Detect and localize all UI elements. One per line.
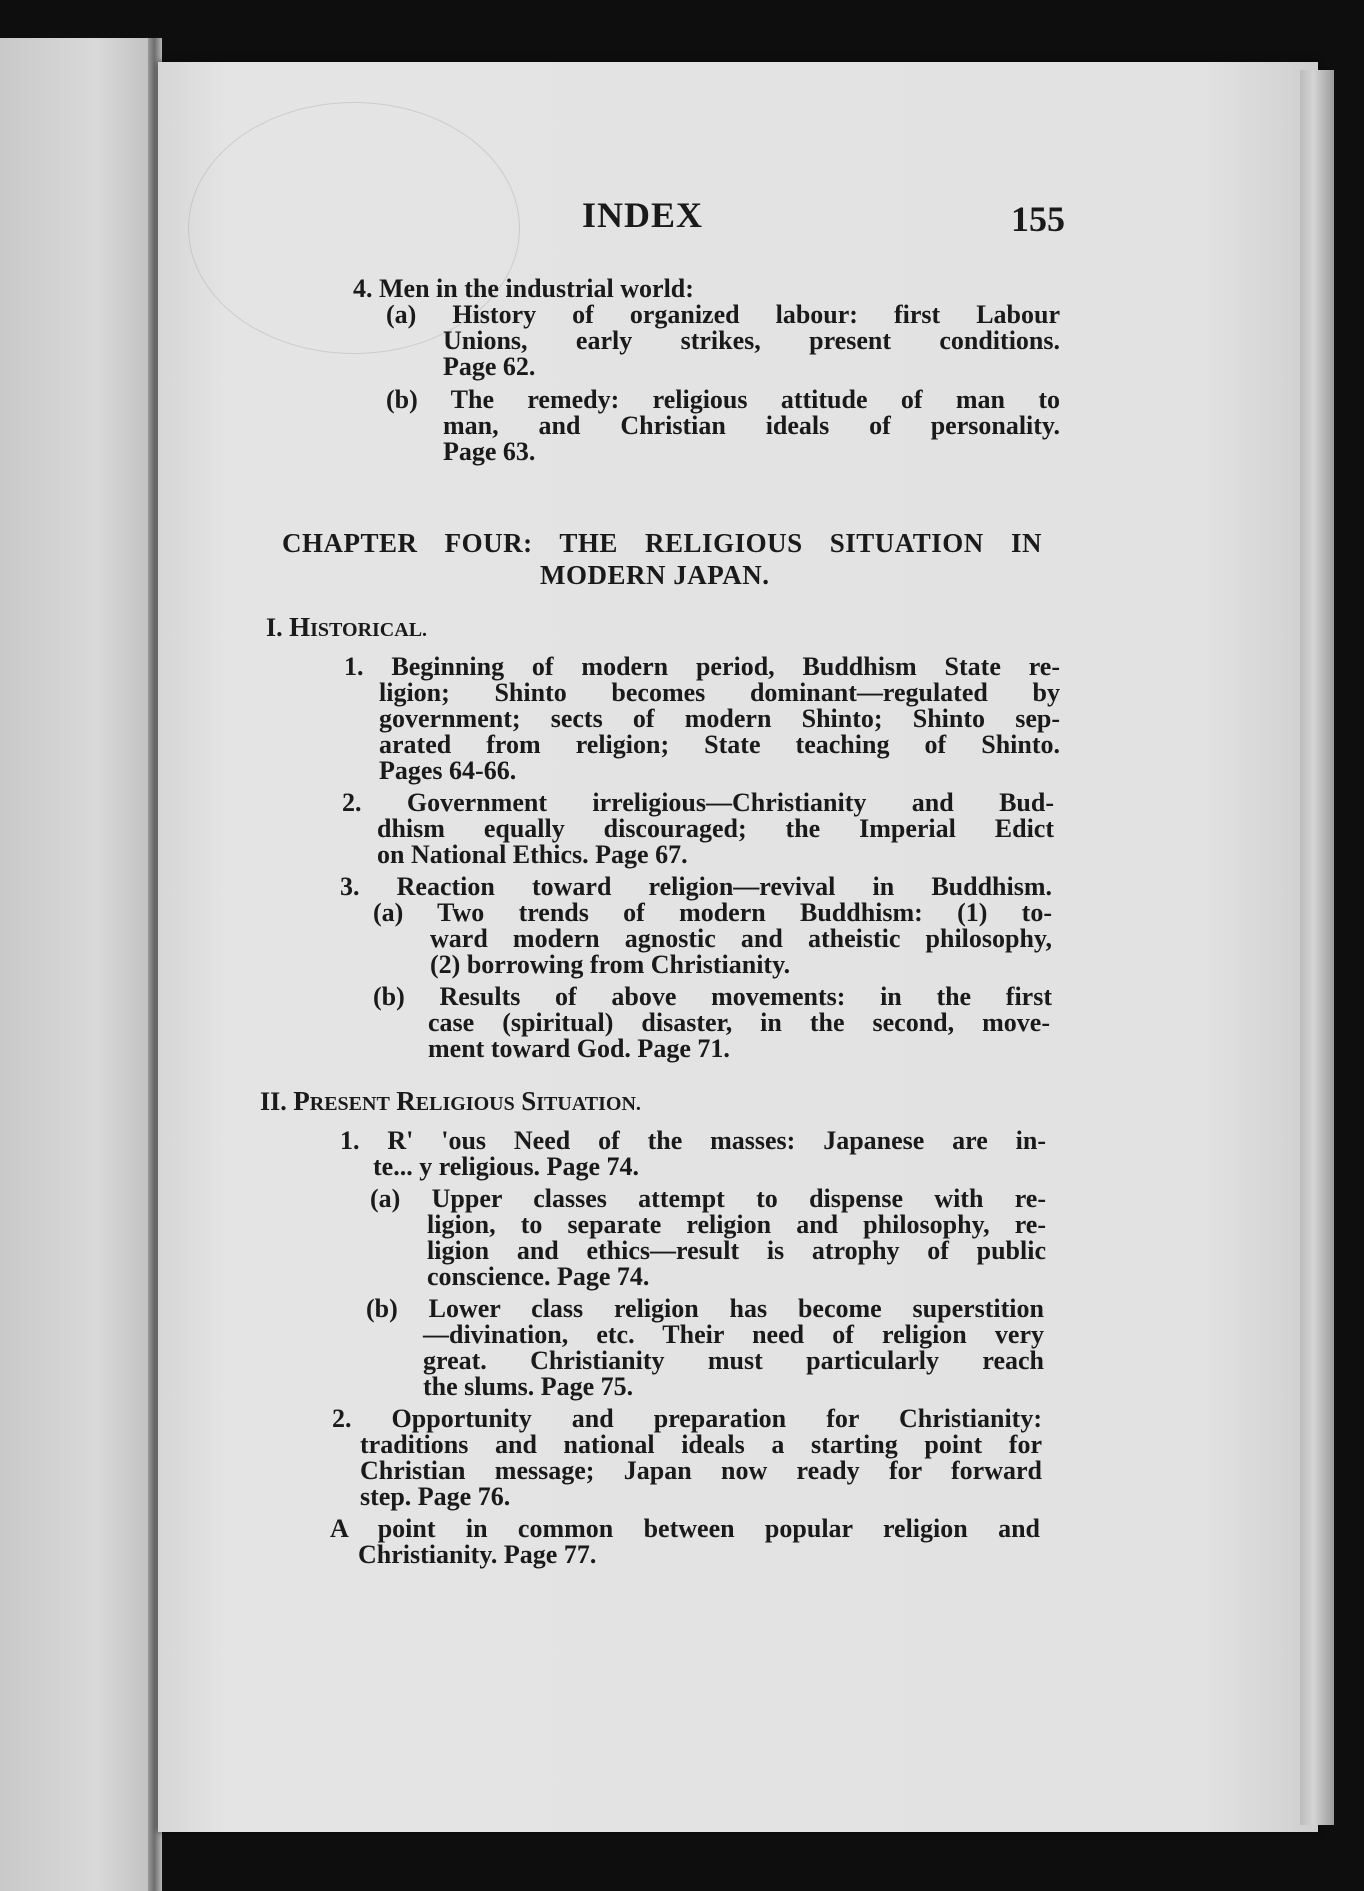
index-entry: 2. Opportunity and preparation for Christianity: [332,1404,1042,1433]
index-entry: (2) borrowing from Christianity. [430,950,791,979]
index-entry: (a) History of organized labour: first Labour [386,300,1060,329]
index-entry: ment toward God. Page 71. [428,1034,730,1063]
index-entry: 1. R' 'ous Need of the masses: Japanese are in- [340,1126,1046,1155]
index-entry: government; sects of modern Shinto; Shinto sep- [379,704,1060,733]
index-entry: ligion and ethics—result is atrophy of public [427,1236,1046,1265]
index-entry: (b) Lower class religion has become superstition [366,1294,1044,1323]
index-entry: (a) Two trends of modern Buddhism: (1) to- [373,898,1052,927]
index-entry: case (spiritual) disaster, in the second, move- [428,1008,1050,1037]
index-entry: ligion; Shinto becomes dominant—regulated by [379,678,1060,707]
index-entry: 1. Beginning of modern period, Buddhism State re- [344,652,1060,681]
index-entry: on National Ethics. Page 67. [377,840,688,869]
index-entry: Pages 64-66. [379,756,517,785]
index-entry: traditions and national ideals a starting point for [360,1430,1042,1459]
index-entry: ward modern agnostic and atheistic philosophy, [430,924,1052,953]
index-entry: dhism equally discouraged; the Imperial Edict [377,814,1054,843]
index-entry: great. Christianity must particularly reach [423,1346,1044,1375]
index-entry: (b) The remedy: religious attitude of man to [386,385,1060,414]
section-heading-present: II. PRESENT RELIGIOUS SITUATION. [260,1086,641,1116]
index-entry: Christian message; Japan now ready for forward [360,1456,1042,1485]
chapter-heading: CHAPTER FOUR: THE RELIGIOUS SITUATION IN [282,528,1042,558]
index-entry: conscience. Page 74. [427,1262,650,1291]
page-number: 155 [1011,199,1065,239]
chapter-heading: MODERN JAPAN. [540,560,770,590]
index-entry: man, and Christian ideals of personality. [443,411,1060,440]
index-entry: (b) Results of above movements: in the first [373,982,1052,1011]
index-entry: Unions, early strikes, present conditions. [443,326,1060,355]
index-entry: Page 63. [443,437,536,466]
index-entry: te... y religious. Page 74. [373,1152,639,1181]
index-entry: Page 62. [443,352,536,381]
index-entry: ligion, to separate religion and philosophy, re- [427,1210,1046,1239]
index-entry: 4. Men in the industrial world: [353,274,694,303]
section-heading-historical: I. HISTORICAL. [266,612,428,642]
index-entry: (a) Upper classes attempt to dispense with re- [370,1184,1046,1213]
running-header-title: INDEX [582,195,704,235]
index-entry: 3. Reaction toward religion—revival in Buddhism. [340,872,1052,901]
index-entry: —divination, etc. Their need of religion very [423,1320,1044,1349]
index-entry: Christianity. Page 77. [358,1540,597,1569]
index-entry: step. Page 76. [360,1482,511,1511]
index-entry: arated from religion; State teaching of Shinto. [379,730,1060,759]
index-entry: A point in common between popular religion and [330,1514,1040,1543]
index-entry: the slums. Page 75. [423,1372,634,1401]
index-entry: 2. Government irreligious—Christianity and Bud- [342,788,1054,817]
